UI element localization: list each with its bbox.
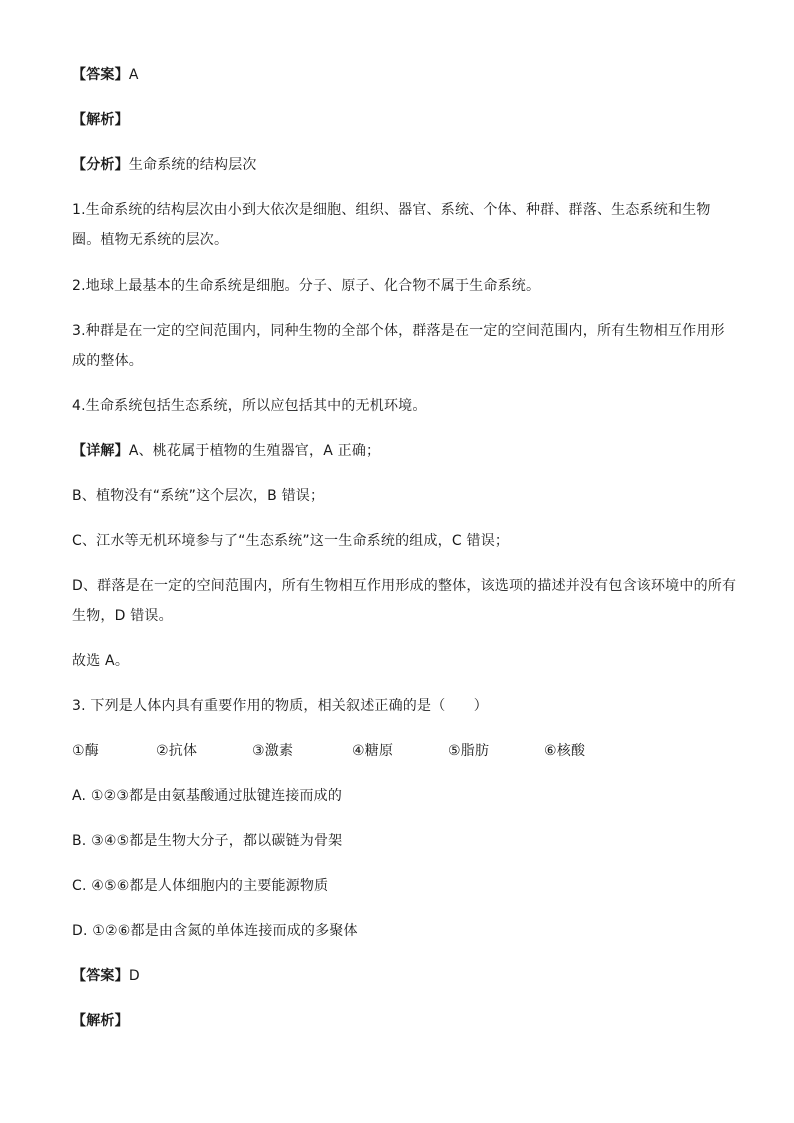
answer-tag: 【答案】: [72, 67, 129, 83]
q3-analysis-tag: 【解析】: [72, 1013, 129, 1029]
answer-value: A: [128, 67, 139, 83]
point1-line2: 圈。植物无系统的层次。: [72, 232, 229, 248]
q2-analysis-tag: 【解析】: [72, 112, 129, 128]
detail-a-line: [72, 441, 380, 461]
q3-option-c: C. ④⑤⑥都是人体细胞内的主要能源物质: [72, 878, 329, 894]
q3-item-3: ③激素: [252, 743, 294, 759]
detail-d-line2: 生物，D 错误。: [72, 608, 173, 624]
detail-c: C、江水等无机环境参与了“生态系统”这一生命系统的组成，C 错误；: [72, 533, 510, 549]
point3-line2: 成的整体。: [72, 353, 143, 369]
q3-item-6: ⑥核酸: [544, 743, 586, 759]
point4: 4.生命系统包括生态系统，所以应包括其中的无机环境。: [72, 398, 427, 414]
q3-option-d: D. ①②⑥都是由含氮的单体连接而成的多聚体: [72, 923, 358, 939]
point1-line1: 1.生命系统的结构层次由小到大依次是细胞、组织、器官、系统、个体、种群、群落、生态系统和生物: [72, 202, 711, 218]
answer-value: D: [128, 968, 140, 984]
q2-fenxi-line: [72, 155, 257, 175]
q3-items-row: [72, 741, 624, 761]
q3-item-5: ⑤脂肪: [448, 743, 490, 759]
point3-line1: 3.种群是在一定的空间范围内，同种生物的全部个体，群落是在一定的空间范围内，所有生物相互作用形: [72, 323, 725, 339]
point2: 2.地球上最基本的生命系统是细胞。分子、原子、化合物不属于生命系统。: [72, 278, 541, 294]
detail-d-line1: D、群落是在一定的空间范围内，所有生物相互作用形成的整体，该选项的描述并没有包含该环境中的所有: [72, 578, 737, 594]
detail-a: A、桃花属于植物的生殖器官，A 正确；: [128, 443, 381, 459]
q3-option-b: B. ③④⑤都是生物大分子，都以碳链为骨架: [72, 833, 343, 849]
q3-item-2: ②抗体: [156, 743, 198, 759]
q2-answer-line: [72, 65, 139, 85]
q3-answer-line: [72, 966, 140, 986]
detail-tag: 【详解】: [72, 443, 129, 459]
q3-stem: 3. 下列是人体内具有重要作用的物质，相关叙述正确的是（ ）: [72, 698, 489, 714]
q3-item-1: ①酶: [72, 743, 99, 759]
q3-option-a: A. ①②③都是由氨基酸通过肽键连接而成的: [72, 788, 343, 804]
fenxi-text: 生命系统的结构层次: [128, 157, 257, 173]
answer-tag: 【答案】: [72, 968, 129, 984]
conclusion: 故选 A。: [72, 653, 130, 669]
detail-b: B、植物没有“系统”这个层次，B 错误；: [72, 488, 325, 504]
fenxi-tag: 【分析】: [72, 157, 129, 173]
q3-item-4: ④糖原: [352, 743, 394, 759]
